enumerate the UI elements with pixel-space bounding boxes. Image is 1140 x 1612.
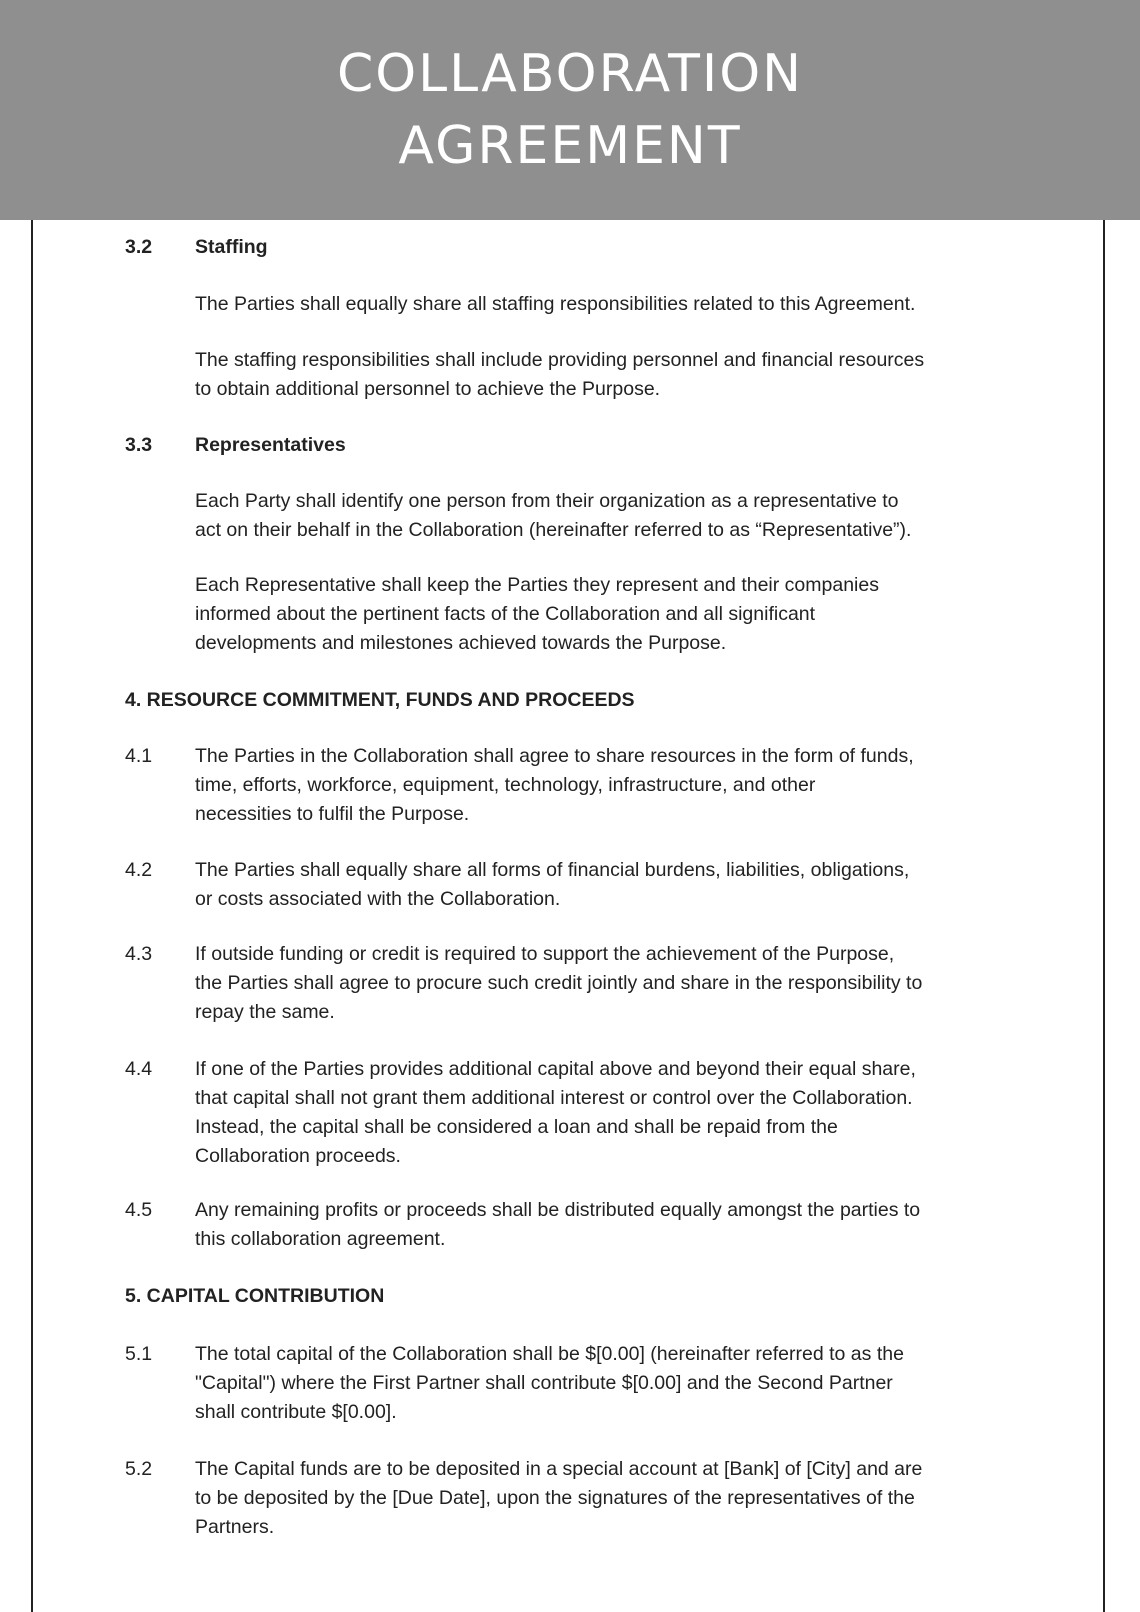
text-line: The total capital of the Collaboration shall be $[0.00] (hereinafter referred to as the	[195, 1343, 904, 1365]
section-3-3-para-2	[195, 571, 879, 658]
text-line: Instead, the capital shall be considered a loan and shall be repaid from the	[195, 1116, 838, 1138]
text-line: "Capital") where the First Partner shall contribute $[0.00] and the Second Partner	[195, 1372, 893, 1394]
text-line: informed about the pertinent facts of the Collaboration and all significant	[195, 603, 816, 625]
clause-number: 5.1	[125, 1343, 153, 1365]
text-line: the Parties shall agree to procure such credit jointly and share in the responsibility to	[195, 972, 923, 994]
text-line: or costs associated with the Collaboration.	[195, 888, 561, 910]
section-3-2-para-1	[195, 290, 915, 319]
text-line: The Capital funds are to be deposited in a special account at [Bank] of [City] and are	[195, 1458, 923, 1480]
page-border-left	[31, 220, 33, 1612]
text-line: The Parties shall equally share all forms of financial burdens, liabilities, obligations,	[195, 859, 910, 881]
text-line: to obtain additional personnel to achieve the Purpose.	[195, 378, 661, 400]
title-banner	[0, 0, 1140, 220]
clause-number: 5.2	[125, 1458, 153, 1480]
section-heading: Staffing	[195, 236, 268, 258]
text-line: Each Party shall identify one person from their organization as a representative to	[195, 490, 899, 512]
section-number: 3.2	[125, 236, 153, 258]
text-line: developments and milestones achieved towards the Purpose.	[195, 632, 727, 654]
text-line: Any remaining profits or proceeds shall be distributed equally amongst the parties to	[195, 1199, 921, 1221]
document-title-line-1: COLLABORATION	[336, 44, 804, 104]
text-line: necessities to fulfil the Purpose.	[195, 803, 470, 825]
section-3-2-para-2	[195, 346, 924, 404]
section-3-3-para-1	[195, 487, 911, 545]
text-line: Each Representative shall keep the Parties they represent and their companies	[195, 574, 879, 596]
text-line: The Parties in the Collaboration shall agree to share resources in the form of funds,	[195, 745, 914, 767]
clause-number: 4.3	[125, 943, 153, 965]
clause-number: 4.2	[125, 859, 153, 881]
text-line: repay the same.	[195, 1001, 335, 1023]
section-4-heading: 4. RESOURCE COMMITMENT, FUNDS AND PROCEEDS	[125, 689, 635, 711]
clause-number: 4.4	[125, 1058, 153, 1080]
clause-number: 4.1	[125, 745, 153, 767]
text-line: that capital shall not grant them additional interest or control over the Collaboration.	[195, 1087, 913, 1109]
text-line: The staffing responsibilities shall include providing personnel and financial resources	[195, 349, 925, 371]
text-line: If outside funding or credit is required to support the achievement of the Purpose,	[195, 943, 895, 965]
document-title-line-2: AGREEMENT	[398, 116, 742, 176]
text-line: act on their behalf in the Collaboration (hereinafter referred to as “Representative”).	[195, 519, 912, 541]
text-line: to be deposited by the [Due Date], upon the signatures of the representatives of the	[195, 1487, 915, 1509]
text-line: Collaboration proceeds.	[195, 1145, 401, 1167]
text-line: this collaboration agreement.	[195, 1228, 446, 1250]
section-5-heading: 5. CAPITAL CONTRIBUTION	[125, 1285, 385, 1307]
text-line: The Parties shall equally share all staffing responsibilities related to this Agreement.	[195, 293, 916, 315]
text-line: time, efforts, workforce, equipment, technology, infrastructure, and other	[195, 774, 816, 796]
text-line: If one of the Parties provides additional capital above and beyond their equal share,	[195, 1058, 916, 1080]
text-line: Partners.	[195, 1516, 275, 1538]
section-heading: Representatives	[195, 434, 346, 456]
section-number: 3.3	[125, 434, 153, 456]
clause-number: 4.5	[125, 1199, 153, 1221]
page-border-right	[1103, 220, 1105, 1612]
text-line: shall contribute $[0.00].	[195, 1401, 397, 1423]
